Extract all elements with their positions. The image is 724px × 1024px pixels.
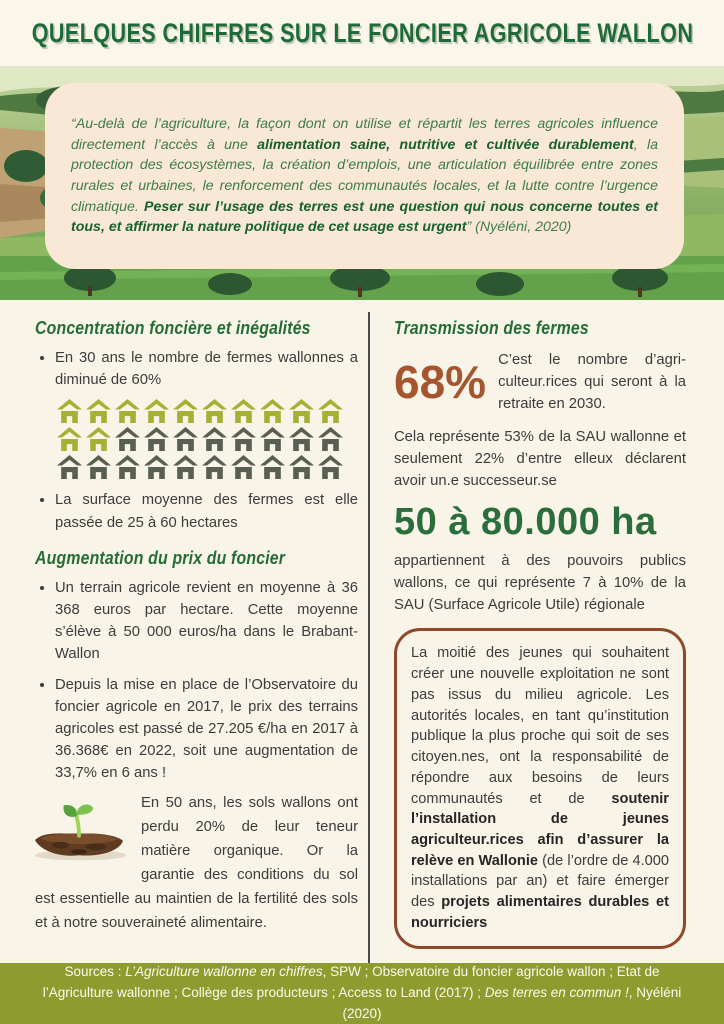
farm-house-icon: [318, 399, 343, 423]
farm-house-icon: [86, 427, 111, 451]
page-title: QUELQUES CHIFFRES SUR LE FONCIER AGRICOLE WALLON: [31, 17, 693, 48]
stat-retraite: [394, 349, 686, 416]
stat-68-text: C’est le nombre d’agri-culteur.rices qui seront à la retraite en 2030.: [498, 352, 686, 413]
heading-prix-foncier: Augmentation du prix du foncier: [35, 547, 286, 568]
quote-text: “Au-delà de l’agriculture, la façon dont on utilise et répartit les terres agricoles influence directement l’accès à une alimentation saine, nutritive et cultivée durablement, la protection des écosystèmes, la création d’emplois, une articulation équilibrée entre zones rurales et urbaines, le renforcement des communautés locales, et la lutte contre l’urgence climatique. Peser sur l’usage des terres est une question qui nous concerne toutes et tous, et affirmer la nature politique de cet usage est urgent” (Nyéléni, 2020): [71, 116, 658, 236]
bullet-list-surface: [35, 489, 358, 533]
bullet-observatoire: • Depuis la mise en place de l’Observatoire du foncier agricole en 2017, le prix des terrains agricoles est passé de 27.205 €/ha en 2017 à 36.368€ en 2022, soit une augmentation de 33,7% en 6 ans !: [55, 674, 358, 785]
right-column: [370, 312, 704, 963]
farm-house-icon: [144, 455, 169, 479]
farm-house-icon: [57, 455, 82, 479]
farm-house-icon: [144, 427, 169, 451]
farm-house-icon: [289, 427, 314, 451]
landscape-photo-band: [0, 66, 724, 300]
sources-footer: [0, 963, 724, 1024]
quote-box: [45, 83, 684, 269]
farm-house-icon: [260, 399, 285, 423]
left-column: [35, 312, 358, 963]
bullet-surface-moyenne: • La surface moyenne des fermes est elle passée de 25 à 60 hectares: [55, 489, 358, 533]
farm-house-icon: [289, 399, 314, 423]
bullet-prix-terrain: • Un terrain agricole revient en moyenne à 36 368 euros par hectare. Cette moyenne s’élève à 50 000 euros/ha dans le Brabant-Wallon: [55, 577, 358, 666]
para-sau: Cela représente 53% de la SAU wallonne et seulement 22% d’entre elleux déclarent avoir un.e successeur.se: [394, 428, 686, 489]
stat-hectares-value: 50 à 80.000 ha: [394, 501, 657, 544]
farm-house-icon: [86, 399, 111, 423]
soil-text: En 50 ans, les sols wallons ont perdu 20% de leur teneur matière organique. Or la garantie des conditions du sol est essentielle au maintien de la fertilité des sols et à notre souveraineté alimentaire.: [35, 795, 358, 932]
farm-house-icon: [260, 427, 285, 451]
farm-house-icon: [115, 399, 140, 423]
farm-house-icon: [57, 399, 82, 423]
soil-block: [35, 792, 358, 936]
soil-sprout-icon: [27, 796, 131, 862]
farm-house-icon: [318, 427, 343, 451]
farm-house-icon: [115, 455, 140, 479]
stat-68-value: 68%: [394, 356, 487, 409]
farm-house-icon: [231, 455, 256, 479]
farm-icons-grid: [57, 399, 349, 479]
stat-hectares-text: appartiennent à des pouvoirs publics wallons, ce qui représente 7 à 10% de la SAU (Surface Agricole Utile) régionale: [394, 552, 686, 614]
farm-house-icon: [202, 427, 227, 451]
main-content: [0, 300, 724, 963]
farm-house-icon: [115, 427, 140, 451]
farm-house-icon: [173, 427, 198, 451]
heading-concentration-fonciere: Concentration foncière et inégalités: [35, 318, 311, 338]
farm-house-icon: [260, 455, 285, 479]
farm-house-icon: [202, 399, 227, 423]
sources-text: Sources : L’Agriculture wallonne en chiffres, SPW ; Observatoire du foncier agricole wallon ; Etat de l’Agriculture wallonne ; Collège des producteurs ; Access to Land (2017) ; Des terres en commun !, Nyéléni (2020): [42, 964, 682, 1021]
bullet-list-concentration: [35, 347, 358, 391]
heading-transmission: Transmission des fermes: [394, 318, 589, 338]
farm-house-icon: [231, 399, 256, 423]
header-band: [0, 0, 724, 66]
farm-house-icon: [86, 455, 111, 479]
farm-house-icon: [173, 455, 198, 479]
bullet-fermes-diminution: • En 30 ans le nombre de fermes wallonnes a diminué de 60%: [55, 347, 358, 391]
soil-paragraph: [35, 792, 358, 936]
farm-house-icon: [231, 427, 256, 451]
farm-house-icon: [57, 427, 82, 451]
jeunes-infobox: La moitié des jeunes qui souhaitent créer une nouvelle exploitation ne sont pas issus du milieu agricole. Les autorités locales, en tant qu’institution publique la plus proche qui soit de ses citoyen.nes, ont la responsabilité de répondre aux besoins de leurs communautés et de soutenir l’installation de jeunes agriculteur.rices afin d’assurer la relève en Wallonie (de l’ordre de 4.000 installations par an) et faire émerger des projets alimentaires durables et nourriciers: [394, 628, 686, 948]
bullet-list-prix: [35, 577, 358, 785]
farm-house-icon: [289, 455, 314, 479]
farm-house-icon: [144, 399, 169, 423]
farm-house-icon: [173, 399, 198, 423]
farm-house-icon: [202, 455, 227, 479]
farm-house-icon: [318, 455, 343, 479]
